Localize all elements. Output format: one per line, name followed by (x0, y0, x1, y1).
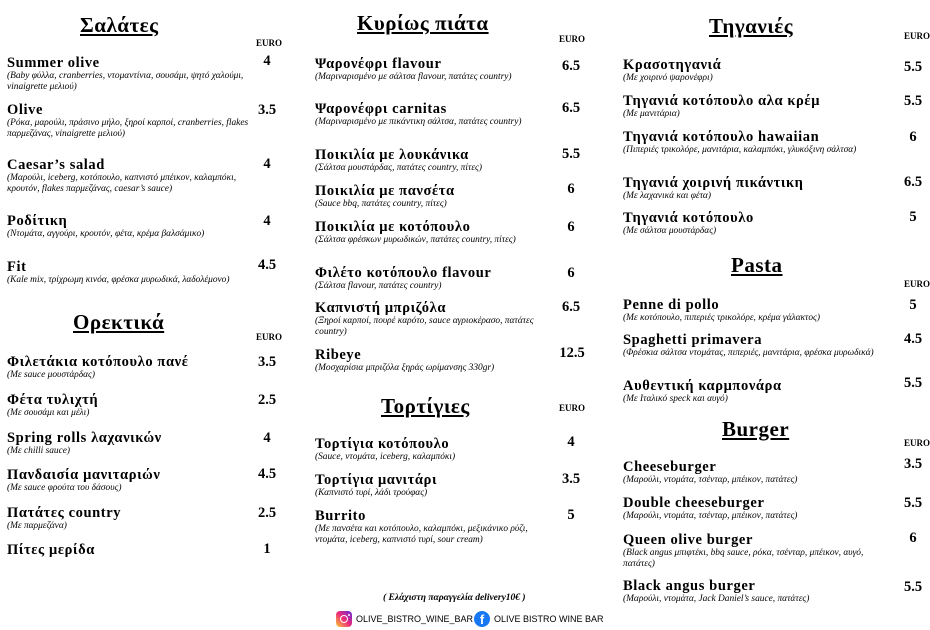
item-desc: (Με chilli sauce) (7, 446, 71, 456)
menu-item (623, 129, 893, 156)
item-desc: (Black angus μπιφτέκι, bbq sauce, ρόκα, τσένταρ, μπέικον, αυγό, πατάτες) (623, 548, 864, 569)
item-name: Queen olive burger (623, 532, 754, 548)
item-name: Ψαρονέφρι flavour (315, 56, 442, 72)
menu-item (623, 175, 893, 202)
menu-item (7, 542, 252, 558)
item-price: 4.5 (257, 257, 277, 273)
item-name: Πανδαισία μανιταριών (7, 467, 161, 483)
item-price: 6.5 (561, 100, 581, 116)
menu-item (7, 55, 252, 92)
item-name: Αυθεντική καρμπονάρα (623, 378, 782, 394)
menu-item (7, 102, 252, 139)
item-desc: (Με μανιτάρια) (623, 109, 680, 119)
item-desc: (Μαρούλι, iceberg, κοτόπουλο, καπνιστό μπέικον, καλαμπόκι, κρουτόν, flakes παρμεζάνας, caesar’s sauce) (7, 173, 237, 194)
currency-label: EURO (256, 38, 283, 48)
item-price: 4.5 (903, 331, 923, 347)
item-desc: (Ρόκα, μαρούλι, πράσινο μήλο, ξηροί καρποί, cranberries, flakes παρμεζάνας, vinaigrette μελιού) (7, 118, 249, 139)
menu-item (623, 297, 893, 324)
section-title-tortillas: Τορτίγιες (381, 394, 470, 418)
menu-item (315, 436, 555, 463)
menu-item (7, 430, 252, 457)
item-desc: (Με χοιρινό ψαρονέφρι) (623, 73, 713, 83)
item-name: Spaghetti primavera (623, 332, 763, 348)
item-name: Ποικιλία με κοτόπουλο (315, 219, 471, 235)
menu-item (315, 56, 555, 83)
instagram-link[interactable] (336, 609, 473, 629)
item-desc: (Ξηροί καρποί, πουρέ καρότο, sauce αγριοκέρασο, πατάτες country) (315, 316, 534, 337)
item-name: Φέτα τυλιχτή (7, 392, 99, 408)
item-price: 3.5 (561, 471, 581, 487)
menu-item (7, 392, 252, 419)
menu-item (315, 219, 555, 246)
item-desc: (Μαρούλι, ντομάτα, τσένταρ, μπέικον, πατάτες) (623, 475, 798, 485)
item-price: 1 (263, 541, 271, 557)
item-desc: (Με κοτόπουλο, πιπεριές τρικολόρε, κρέμα γάλακτος) (623, 313, 820, 323)
item-desc: (Με παρμεζάνα) (7, 521, 67, 531)
item-desc: (Πιπεριές τρικολόρε, μανιτάρια, καλαμπόκι, γλυκόξινη σάλτσα) (623, 145, 857, 155)
item-name: Penne di pollo (623, 297, 720, 313)
item-desc: (Καπνιστό τυρί, λάδι τρούφας) (315, 488, 428, 498)
menu-item (623, 378, 888, 405)
item-desc: (Με sauce μουστάρδας) (7, 370, 95, 380)
item-desc: (Μαρούλι, ντομάτα, τσένταρ, μπέικον, πατάτες) (623, 511, 798, 521)
item-desc: (Baby φύλλα, cranberries, ντομαντίνια, σουσάμι, ψητό χαλούμι, vinaigrette μελιού) (7, 71, 244, 92)
menu-item (623, 459, 888, 486)
item-desc: (Μαρούλι, ντομάτα, Jack Daniel’s sauce, πατάτες) (623, 594, 810, 604)
item-price: 4 (263, 430, 271, 446)
item-price: 3.5 (257, 102, 277, 118)
menu-item (7, 354, 252, 381)
item-desc: (Με λαχανικά και φέτα) (623, 191, 711, 201)
item-price: 6 (909, 129, 917, 145)
menu-item (315, 147, 555, 174)
menu-item (315, 101, 555, 128)
menu-item (7, 213, 252, 240)
item-name: Summer olive (7, 55, 100, 71)
item-price: 5.5 (903, 579, 923, 595)
menu-item (315, 300, 555, 337)
item-price: 5.5 (561, 146, 581, 162)
menu-item (623, 495, 888, 522)
item-price: 4.5 (257, 466, 277, 482)
item-name: Ποικιλία με πανσέτα (315, 183, 455, 199)
menu-item (623, 578, 888, 605)
item-price: 6.5 (903, 174, 923, 190)
item-desc: (Με πανσέτα και κοτόπουλο, καλαμπόκι, μεξικάνικο ρύζι, ντομάτα, iceberg, καπνιστό τυρί, sour cream) (315, 524, 528, 545)
item-name: Πίτες μερίδα (7, 542, 95, 558)
item-name: Καπνιστή μπριζόλα (315, 300, 447, 316)
currency-label: EURO (559, 34, 586, 44)
item-name: Caesar’s salad (7, 157, 105, 173)
item-name: Τορτίγια κοτόπουλο (315, 436, 450, 452)
section-title-appetizers: Ορεκτικά (73, 310, 165, 334)
item-price: 6 (567, 265, 575, 281)
item-name: Τηγανιά χοιρινή πικάντικη (623, 175, 804, 191)
item-name: Ποικιλία με λουκάνικα (315, 147, 469, 163)
item-desc: (Kale mix, τρίχρωμη κινόα, φρέσκα μυρωδικά, λαδολέμονο) (7, 275, 230, 285)
menu-item (623, 332, 888, 359)
item-desc: (Μοσχαρίσια μπριζόλα ξηράς ωρίμανσης 330gr) (315, 363, 495, 373)
menu-item (7, 467, 252, 494)
item-price: 5.5 (903, 93, 923, 109)
item-name: Τηγανιά κοτόπουλο hawaiian (623, 129, 820, 145)
item-price: 6.5 (561, 58, 581, 74)
menu-item (315, 183, 555, 210)
item-price: 4 (263, 156, 271, 172)
item-name: Φιλέτο κοτόπουλο flavour (315, 265, 492, 281)
item-name: Τηγανιά κοτόπουλο αλα κρέμ (623, 93, 821, 109)
section-title-salads: Σαλάτες (80, 13, 159, 37)
item-price: 5.5 (903, 495, 923, 511)
item-desc: (Με σάλτσα μουστάρδας) (623, 226, 717, 236)
item-price: 2.5 (257, 505, 277, 521)
item-name: Burrito (315, 508, 366, 524)
item-desc: (Σάλτσα flavour, πατάτες country) (315, 281, 442, 291)
item-desc: (Σάλτσα φρέσκων μυρωδικών, πατάτες country, πίτες) (315, 235, 516, 245)
menu-item (623, 210, 888, 237)
currency-label: EURO (904, 31, 930, 41)
item-price: 12.5 (559, 345, 585, 361)
item-desc: (Με Ιταλικό speck και αυγό) (623, 394, 728, 404)
menu-item (623, 93, 893, 120)
item-price: 5 (909, 297, 917, 313)
item-price: 6 (567, 181, 575, 197)
item-price: 4 (567, 434, 575, 450)
section-title-pasta: Pasta (731, 253, 783, 277)
item-price: 5 (567, 507, 575, 523)
instagram-handle: OLIVE_BISTRO_WINE_BAR (356, 614, 474, 624)
item-desc: (Ντομάτα, αγγούρι, κρουτόν, φέτα, κρέμα βαλσάμικο) (7, 229, 205, 239)
item-desc: (Με sauce φρούτα του δάσους) (7, 483, 122, 493)
item-price: 6 (567, 219, 575, 235)
facebook-icon: f (474, 611, 490, 627)
item-desc: (Μαριναρισμένο με σάλτσα flavour, πατάτες country) (315, 72, 512, 82)
item-name: Τηγανιά κοτόπουλο (623, 210, 754, 226)
menu-item (623, 57, 888, 84)
item-name: Olive (7, 102, 44, 118)
item-name: Spring rolls λαχανικών (7, 430, 162, 446)
currency-label: EURO (256, 332, 283, 342)
item-price: 3.5 (257, 354, 277, 370)
item-name: Black angus burger (623, 578, 756, 594)
item-desc: (Μαριναρισμένο με πικάντικη σάλτσα, πατάτες country) (315, 117, 522, 127)
item-name: Cheeseburger (623, 459, 717, 475)
menu-item (315, 508, 545, 545)
section-title-main-dishes: Κυρίως πιάτα (357, 11, 489, 35)
facebook-handle: OLIVE BISTRO WINE BAR (494, 614, 604, 624)
item-name: Κρασοτηγανιά (623, 57, 722, 73)
min-order-note: ( Ελάχιστη παραγγελία delivery10€ ) (383, 593, 526, 603)
currency-label: EURO (559, 403, 586, 413)
menu-item (623, 532, 888, 569)
item-name: Πατάτες country (7, 505, 122, 521)
item-name: Fit (7, 259, 27, 275)
menu-item (7, 505, 252, 532)
item-name: Ψαρονέφρι carnitas (315, 101, 447, 117)
instagram-icon (336, 611, 352, 627)
item-name: Φιλετάκια κοτόπουλο πανέ (7, 354, 189, 370)
currency-label: EURO (904, 279, 930, 289)
item-price: 6 (909, 530, 917, 546)
item-price: 6.5 (561, 299, 581, 315)
currency-label: EURO (904, 438, 930, 448)
item-desc: (Με σουσάμι και μέλι) (7, 408, 90, 418)
item-price: 5 (909, 209, 917, 225)
item-name: Ροδίτικη (7, 213, 68, 229)
item-desc: (Sauce bbq, πατάτες country, πίτες) (315, 199, 447, 209)
facebook-link[interactable] (474, 609, 604, 629)
menu-item (7, 157, 252, 194)
item-desc: (Σάλτσα μουστάρδας, πατάτες country, πίτες) (315, 163, 482, 173)
section-title-pan-dishes: Τηγανιές (709, 14, 794, 38)
item-price: 2.5 (257, 392, 277, 408)
menu-item (315, 265, 565, 292)
item-name: Τορτίγια μανιτάρι (315, 472, 438, 488)
item-desc: (Φρέσκια σάλτσα ντομάτας, πιπεριές, μανιτάρια, φρέσκα μυρωδικά) (623, 348, 874, 358)
section-title-burger: Burger (722, 417, 790, 441)
item-name: Ribeye (315, 347, 362, 363)
menu-item (315, 472, 555, 499)
item-price: 4 (263, 53, 271, 69)
item-price: 5.5 (903, 375, 923, 391)
item-price: 4 (263, 213, 271, 229)
item-name: Double cheeseburger (623, 495, 765, 511)
menu-item (7, 259, 252, 286)
item-price: 3.5 (903, 456, 923, 472)
menu-item (315, 347, 555, 374)
item-price: 5.5 (903, 59, 923, 75)
item-desc: (Sauce, ντομάτα, iceberg, καλαμπόκι) (315, 452, 456, 462)
